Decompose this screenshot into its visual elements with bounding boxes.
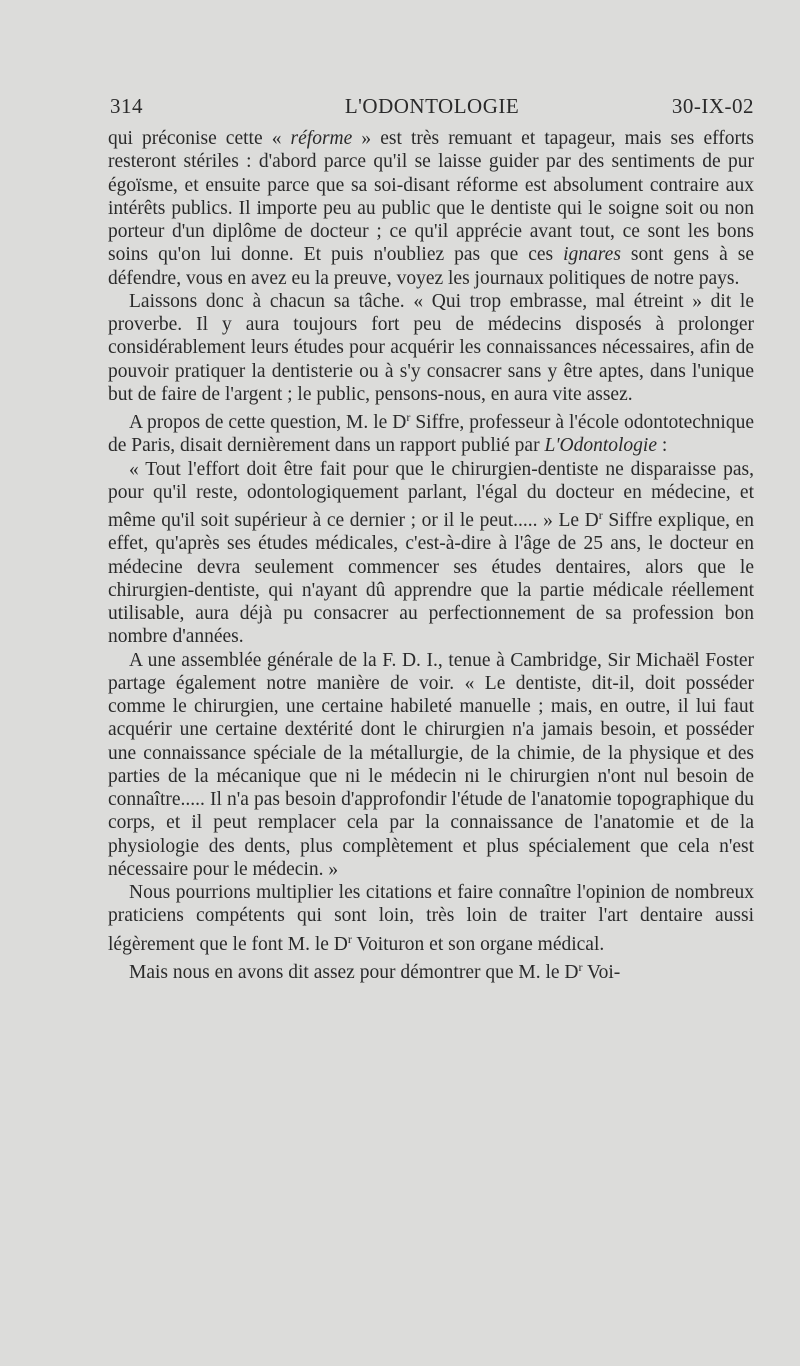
page-number: 314 — [110, 94, 143, 118]
paragraph-7 — [108, 956, 754, 984]
superscript: r — [598, 508, 603, 522]
text-run: Mais nous en avons dit assez pour démontrer que M. le D — [129, 961, 579, 983]
paragraph-1 — [108, 127, 754, 290]
text-run: : — [656, 435, 668, 457]
italic-term: ignares — [563, 244, 621, 266]
text-run: Voituron et son organe médical. — [351, 933, 605, 955]
text-run: Siffre, professeur à l'école odontotechnique de Paris, disait dernièrement dans un rapport publié par — [108, 412, 754, 457]
paragraph-6 — [108, 881, 754, 956]
body-text — [108, 127, 754, 984]
superscript: r — [406, 410, 411, 424]
journal-title: L'ODONTOLOGIE — [344, 94, 520, 118]
paragraph-2: Laissons donc à chacun sa tâche. « Qui trop embrasse, mal étreint » dit le proverbe. Il y aura toujours fort peu de médecins disposés à prolonger considérablement leurs études pour acquérir les connaissances nécessaires, afin de pouvoir pratiquer la dentisterie ou à s'y consacrer sans y être aptes, dans l'unique but de faire de l'argent ; le public, pensons-nous, en aura vite assez. — [108, 290, 754, 405]
text-run: qui préconise cette « — [108, 128, 291, 149]
text-run: Siffre explique, en effet, qu'après ses études médicales, c'est-à-dire à l'âge de 25 ans, le docteur en médecine devra seulement commencer ses études dentaires, alors que le chirurgien-dentiste, qui n'ayant dû apprendre que la partie médicale réellement utilisable, aura déjà pu consacrer au perfectionnement de sa profession bon nombre d'années. — [108, 510, 754, 648]
text-run: « Tout l'effort doit être fait pour que le chirurgien-dentiste ne disparaisse pas, pour qu'il reste, odontologiquement parlant, l'égal du docteur en médecine, et même qu'il soit supérieur à ce dernier ; or il le peut..... » Le D — [108, 458, 754, 531]
italic-term: réforme — [290, 128, 353, 149]
text-run: A propos de cette question, M. le D — [129, 412, 407, 433]
running-header — [110, 94, 754, 120]
italic-journal-name: L'Odontologie — [544, 435, 657, 457]
superscript: r — [347, 931, 352, 946]
paragraph-4 — [108, 458, 754, 649]
text-run: Nous pourrions multiplier les citations et faire connaître l'opinion de nombreux praticiens compétents qui sont loin, très loin de traiter l'art dentaire aussi légèrement que le font M. le D — [108, 882, 754, 955]
issue-date: 30-IX-02 — [671, 94, 754, 118]
text-run: sont gens à se défendre, vous en avez eu la preuve, voyez les journaux politiques de notre pays. — [108, 244, 754, 289]
text-run: » est très remuant et tapageur, mais ses efforts resteront stériles : d'abord parce qu'il se laisse guider par des sentiments de pur égoïsme, et ensuite parce que sa soi-disant réforme est absolument contraire aux intérêts publics. Il importe peu au public que le dentiste qui le soigne soit ou non porteur d'un diplôme de docteur ; ce qu'il apprécie avant tout, ce sont les bons soins qu'on lui donne. Et puis n'oubliez pas que ces — [108, 128, 754, 266]
text-run: Voi- — [582, 961, 621, 983]
superscript: r — [578, 959, 583, 974]
paragraph-3 — [108, 406, 754, 458]
paragraph-5: A une assemblée générale de la F. D. I., tenue à Cambridge, Sir Michaël Foster partage également notre manière de voir. « Le dentiste, dit-il, doit posséder comme le chirurgien, une certaine habileté manuelle ; mais, en outre, il lui faut acquérir une certaine dextérité dont le chirurgien n'a jamais besoin, et posséder une connaissance spéciale de la métallurgie, de la chimie, de la physique et des parties de la mécanique que ni le médecin ni le chirurgien n'ont nul besoin de connaître..... Il n'a pas besoin d'approfondir l'étude de l'anatomie topographique du corps, et il peut remplacer cela par la connaissance de l'anatomie et de la physiologie des dents, plus complètement et plus spécialement que cela n'est nécessaire pour le médecin. » — [108, 649, 754, 880]
